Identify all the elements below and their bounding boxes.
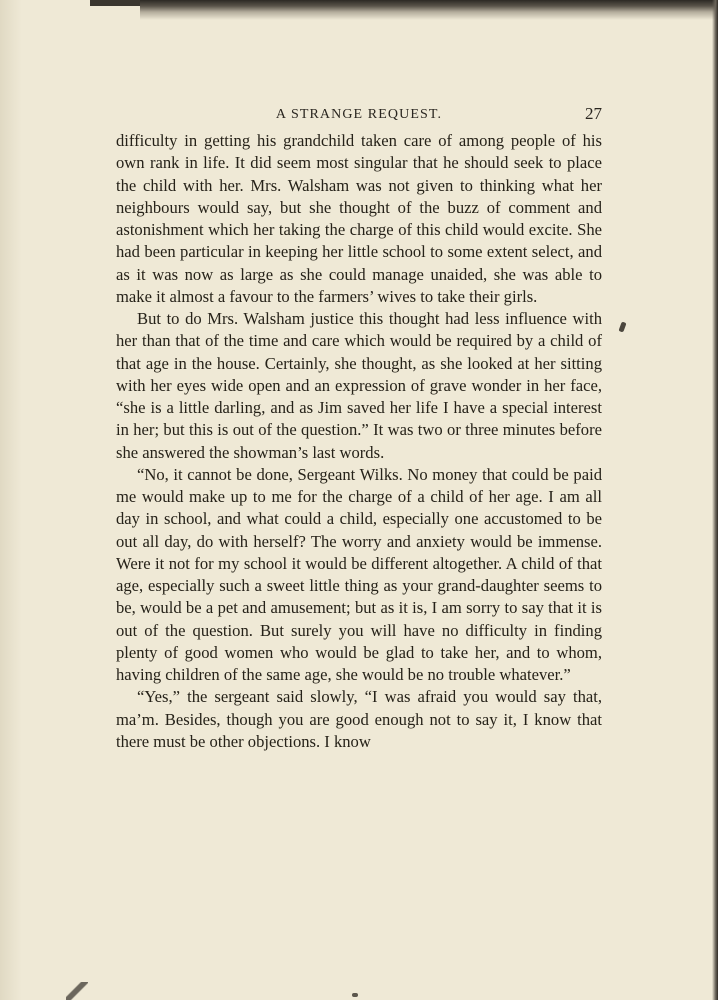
page-gutter-shadow [0,0,22,1000]
running-title: A STRANGE REQUEST. [275,107,443,122]
body-text [116,130,602,753]
bottom-smudge [66,982,88,1000]
bottom-ink-dot [352,993,358,997]
running-head [116,104,602,128]
paragraph-continued: difficulty in getting his grandchild taken care of among people of his own rank in life. It did seem most singular that he should seek to place the child with her. Mrs. Walsham was not given to thinking what her neighbours would say, but she thought of the buzz of comment and astonishment which her taking the charge of this child would excite. She had been particular in keeping her little school to some extent select, and as it was now as large as she could manage unaided, she was able to make it almost a favour to the farmers’ wives to take their girls. [116,131,602,306]
page-number: 27 [585,104,602,123]
right-page-edge [712,0,718,1000]
top-page-shadow [140,0,718,20]
paragraph: But to do Mrs. Walsham justice this thought had less influence with her than that of the time and care which would be required by a child of that age in the house. Certainly, she thought, as she looked at her sitting with her eyes wide open and an expression of grave wonder in her face, “she is a little darling, and as Jim saved her life I have a special interest in her; but this is out of the question.” It was two or three minutes before she answered the showman’s last words. [116,309,602,462]
paragraph: “No, it cannot be done, Sergeant Wilks. No money that could be paid me would make up to me for the charge of a child of her age. I am all day in school, and what could a child, especially one accustomed to be out all day, do with herself? The worry and anxiety would be immense. Were it not for my school it would be different altogether. A child of that age, especially such a sweet little thing as your grand-daughter seems to be, would be a pet and amusement; but as it is, I am sorry to say that it is out of the question. But surely you will have no difficulty in finding plenty of good women who would be glad to take her, and to whom, having children of the same age, she would be no trouble whatever.” [116,464,602,684]
paragraph: “Yes,” the sergeant said slowly, “I was afraid you would say that, ma’m. Besides, though you are good enough not to say it, I know that there must be other objections. I know [116,687,602,751]
margin-ink-mark [618,321,626,332]
